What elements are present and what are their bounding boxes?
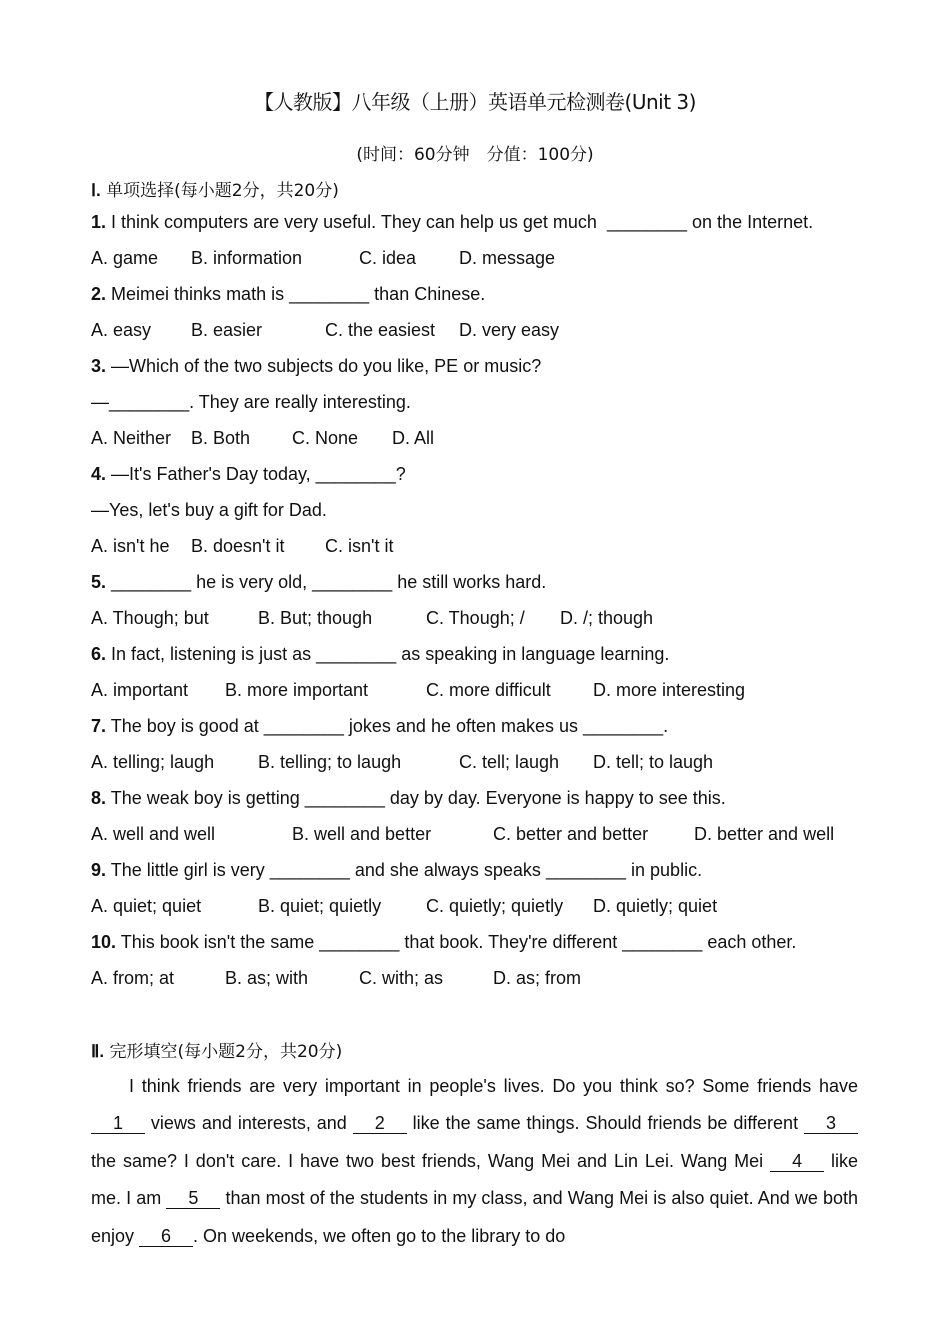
question-stem xyxy=(91,212,813,233)
section2-title: 完形填空(每小题2分，共20分) xyxy=(109,1042,343,1062)
question-stem xyxy=(91,788,726,809)
answer-option[interactable]: B. Both xyxy=(191,428,251,448)
question-text: This book isn't the same ________ that book. They're different ________ each other. xyxy=(120,932,797,952)
question-number: 5. xyxy=(91,572,107,592)
question-number: 2. xyxy=(91,284,107,304)
question-text: —Yes, let's buy a gift for Dad. xyxy=(91,500,327,520)
answer-option[interactable]: C. better and better xyxy=(493,824,649,844)
cloze-blank[interactable]: 4 xyxy=(770,1151,824,1172)
section1-roman: Ⅰ. xyxy=(91,181,101,200)
answer-option[interactable]: C. the easiest xyxy=(325,320,436,340)
question-stem xyxy=(91,284,485,305)
answer-option[interactable]: B. quiet; quietly xyxy=(258,896,382,916)
answer-option[interactable]: C. Though; / xyxy=(426,608,525,628)
answer-option[interactable]: A. Though; but xyxy=(91,608,209,628)
answer-option[interactable]: C. None xyxy=(292,428,359,448)
page-subtitle: (时间：60分钟 分值：100分) xyxy=(356,145,594,165)
question-stem xyxy=(91,716,668,737)
question-text: —Which of the two subjects do you like, PE or music? xyxy=(111,356,542,376)
question-stem xyxy=(91,860,702,881)
question-text: Meimei thinks math is ________ than Chinese. xyxy=(111,284,486,304)
answer-option[interactable]: B. well and better xyxy=(292,824,432,844)
question-stem xyxy=(91,644,669,665)
question-text: The little girl is very ________ and she always speaks ________ in public. xyxy=(110,860,703,880)
question-stem xyxy=(91,392,411,413)
answer-option[interactable]: A. Neither xyxy=(91,428,172,448)
answer-option[interactable]: B. doesn't it xyxy=(191,536,285,556)
question-text: ________ he is very old, ________ he still works hard. xyxy=(111,572,547,592)
answer-option[interactable]: D. better and well xyxy=(694,824,835,844)
answer-option[interactable]: C. more difficult xyxy=(426,680,551,700)
passage-text: like me. I am xyxy=(91,1150,859,1209)
section1-heading xyxy=(91,176,339,201)
answer-option[interactable]: B. telling; to laugh xyxy=(258,752,402,772)
question-number: 7. xyxy=(91,716,107,736)
question-stem xyxy=(91,572,546,593)
answer-option[interactable]: D. /; though xyxy=(560,608,654,628)
question-number: 1. xyxy=(91,212,107,232)
cloze-blank[interactable]: 1 xyxy=(91,1113,145,1134)
question-number: 6. xyxy=(91,644,107,664)
answer-option[interactable]: A. quiet; quiet xyxy=(91,896,202,916)
question-number: 3. xyxy=(91,356,107,376)
answer-option[interactable]: D. tell; to laugh xyxy=(593,752,714,772)
section2-heading xyxy=(91,1037,342,1062)
answer-option[interactable]: A. easy xyxy=(91,320,152,340)
answer-option[interactable]: B. But; though xyxy=(258,608,373,628)
cloze-blank[interactable]: 5 xyxy=(166,1188,220,1209)
answer-option[interactable]: D. very easy xyxy=(459,320,560,340)
cloze-blank[interactable]: 6 xyxy=(139,1226,193,1247)
cloze-blank[interactable]: 3 xyxy=(804,1113,858,1134)
question-text: In fact, listening is just as ________ as speaking in language learning. xyxy=(111,644,670,664)
cloze-blank[interactable]: 2 xyxy=(353,1113,407,1134)
question-text: I think computers are very useful. They can help us get much ________ on the Internet. xyxy=(111,212,814,232)
question-number: 10. xyxy=(91,932,117,952)
answer-option[interactable]: D. more interesting xyxy=(593,680,746,700)
answer-option[interactable]: C. isn't it xyxy=(325,536,394,556)
passage-text: like the same things. Should friends be different xyxy=(406,1113,804,1134)
section2-roman: Ⅱ. xyxy=(91,1042,105,1061)
answer-option[interactable]: A. from; at xyxy=(91,968,175,988)
answer-option[interactable]: A. game xyxy=(91,248,159,268)
page-title: 【人教版】八年级（上册）英语单元检测卷(Unit 3) xyxy=(254,90,696,114)
answer-option[interactable]: A. well and well xyxy=(91,824,216,844)
answer-option[interactable]: B. information xyxy=(191,248,303,268)
answer-option[interactable]: D. All xyxy=(392,428,435,448)
answer-option[interactable]: C. tell; laugh xyxy=(459,752,560,772)
answer-option[interactable]: C. with; as xyxy=(359,968,444,988)
answer-option[interactable]: D. quietly; quiet xyxy=(593,896,718,916)
answer-option[interactable]: B. as; with xyxy=(225,968,309,988)
passage-text: views and interests, and xyxy=(145,1113,353,1134)
answer-option[interactable]: D. message xyxy=(459,248,556,268)
cloze-passage xyxy=(91,1068,858,1255)
answer-option[interactable]: D. as; from xyxy=(493,968,582,988)
question-text: —________. They are really interesting. xyxy=(91,392,411,412)
passage-text: than most of the students in my class, and Wang Mei is also quiet. And we both enjoy xyxy=(91,1188,859,1246)
question-stem xyxy=(91,464,406,485)
answer-option[interactable]: A. telling; laugh xyxy=(91,752,215,772)
question-stem xyxy=(91,356,541,377)
question-stem xyxy=(91,932,796,953)
passage-text: . On weekends, we often go to the library to do xyxy=(193,1225,566,1246)
answer-option[interactable]: B. easier xyxy=(191,320,263,340)
question-stem xyxy=(91,500,327,521)
section1-title: 单项选择(每小题2分，共20分) xyxy=(106,181,339,201)
answer-option[interactable]: B. more important xyxy=(225,680,369,700)
question-number: 9. xyxy=(91,860,107,880)
question-number: 8. xyxy=(91,788,107,808)
question-text: The weak boy is getting ________ day by day. Everyone is happy to see this. xyxy=(110,788,726,808)
question-text: The boy is good at ________ jokes and he often makes us ________. xyxy=(110,716,669,736)
question-number: 4. xyxy=(91,464,107,484)
answer-option[interactable]: A. isn't he xyxy=(91,536,170,556)
passage-text: the same? I don't care. I have two best friends, Wang Mei and Lin Lei. Wang Mei xyxy=(91,1150,771,1171)
answer-option[interactable]: C. quietly; quietly xyxy=(426,896,564,916)
answer-option[interactable]: A. important xyxy=(91,680,189,700)
passage-text: I think friends are very important in people's lives. Do you think so? Some friends have xyxy=(129,1076,858,1096)
question-text: —It's Father's Day today, ________? xyxy=(111,464,406,484)
answer-option[interactable]: C. idea xyxy=(359,248,417,268)
